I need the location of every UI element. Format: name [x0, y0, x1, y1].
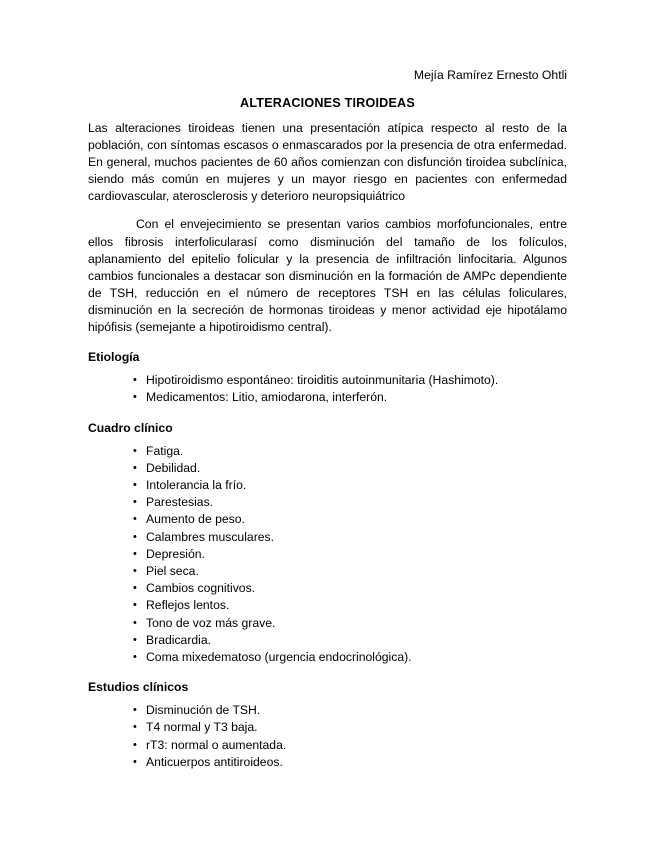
list-item-label: Piel seca.: [146, 563, 199, 578]
list-item: [88, 389, 567, 406]
bullet-icon: •: [133, 547, 137, 560]
list-item-label: Cambios cognitivos.: [146, 581, 256, 596]
etiologia-list: [88, 372, 567, 406]
bullet-icon: •: [133, 564, 137, 577]
list-item-label: Hipotiroidismo espontáneo: tiroiditis autoinmunitaria (Hashimoto).: [146, 373, 499, 388]
bullet-icon: •: [133, 530, 137, 543]
list-item: [88, 649, 567, 666]
bullet-icon: •: [133, 755, 137, 768]
list-item: [88, 443, 567, 460]
list-item-label: Intolerancia la frío.: [146, 477, 247, 492]
list-item: [88, 372, 567, 389]
document-content: [88, 68, 567, 771]
list-item-label: Reflejos lentos.: [146, 598, 230, 613]
estudios-clinicos-list: [88, 702, 567, 771]
list-item: [88, 494, 567, 511]
document-author-header: Mejía Ramírez Ernesto Ohtli: [413, 68, 567, 82]
document-title: ALTERACIONES TIROIDEAS: [240, 96, 415, 110]
bullet-icon: •: [133, 721, 137, 734]
list-item: [88, 719, 567, 736]
bullet-icon: •: [133, 374, 137, 387]
list-item-label: Parestesias.: [146, 495, 214, 510]
bullet-icon: •: [133, 513, 137, 526]
bullet-icon: •: [133, 496, 137, 509]
list-item-label: Depresión.: [146, 546, 205, 561]
bullet-icon: •: [133, 738, 137, 751]
bullet-icon: •: [133, 704, 137, 717]
bullet-icon: •: [133, 599, 137, 612]
bullet-icon: •: [133, 582, 137, 595]
list-item-label: Medicamentos: Litio, amiodarona, interferón.: [146, 390, 388, 405]
list-item-label: Anticuerpos antitiroideos.: [146, 754, 283, 769]
list-item-label: Disminución de TSH.: [146, 703, 261, 718]
list-item: [88, 615, 567, 632]
section-heading-cuadro-clinico: Cuadro clínico: [88, 420, 173, 435]
list-item: [88, 529, 567, 546]
list-item: [88, 597, 567, 614]
intro-paragraph: Las alteraciones tiroideas tienen una presentación atípica respecto al resto de la población, con síntomas escasos o enmascarados por la presencia de otra enfermedad. En general, muchos pacientes de 60 años comienzan con disfunción tiroidea subclínica, siendo más común en mujeres y un mayor riesgo en pacientes con enfermedad cardiovascular, aterosclerosis y deterioro neuropsiquiátrico: [88, 121, 567, 204]
list-item: [88, 477, 567, 494]
bullet-icon: •: [133, 444, 137, 457]
list-item: [88, 702, 567, 719]
list-item: [88, 460, 567, 477]
aging-changes-paragraph: Con el envejecimiento se presentan varios cambios morfofuncionales, entre ellos fibrosis interfolicularasí como disminución del tamaño de los folículos, aplanamiento del epitelio folicular y la presencia de infiltración linfocitaria. Algunos cambios funcionales a destacar son disminución en la formación de AMPc dependiente de TSH, reducción en el número de receptores TSH en las células foliculares, disminución en la secreción de hormonas tiroideas y menor actividad eje hipotálamo hipófisis (semejante a hipotiroidismo central).: [88, 217, 567, 335]
list-item-label: Debilidad.: [146, 460, 201, 475]
bullet-icon: •: [133, 461, 137, 474]
bullet-icon: •: [133, 391, 137, 404]
list-item: [88, 511, 567, 528]
list-item-label: Fatiga.: [146, 443, 184, 458]
list-item: [88, 580, 567, 597]
list-item-label: Calambres musculares.: [146, 529, 275, 544]
bullet-icon: •: [133, 478, 137, 491]
list-item: [88, 737, 567, 754]
list-item-label: T4 normal y T3 baja.: [146, 720, 258, 735]
cuadro-clinico-list: [88, 443, 567, 667]
list-item-label: rT3: normal o aumentada.: [146, 737, 287, 752]
bullet-icon: •: [133, 650, 137, 663]
list-item: [88, 546, 567, 563]
list-item-label: Bradicardia.: [146, 632, 212, 647]
section-heading-etiologia: Etiología: [88, 350, 140, 365]
bullet-icon: •: [133, 616, 137, 629]
list-item: [88, 563, 567, 580]
list-item: [88, 632, 567, 649]
list-item: [88, 754, 567, 771]
section-heading-estudios-clinicos: Estudios clínicos: [88, 680, 189, 695]
list-item-label: Coma mixedematoso (urgencia endocrinológica).: [146, 649, 412, 664]
bullet-icon: •: [133, 633, 137, 646]
list-item-label: Aumento de peso.: [146, 512, 245, 527]
list-item-label: Tono de voz más grave.: [146, 615, 276, 630]
